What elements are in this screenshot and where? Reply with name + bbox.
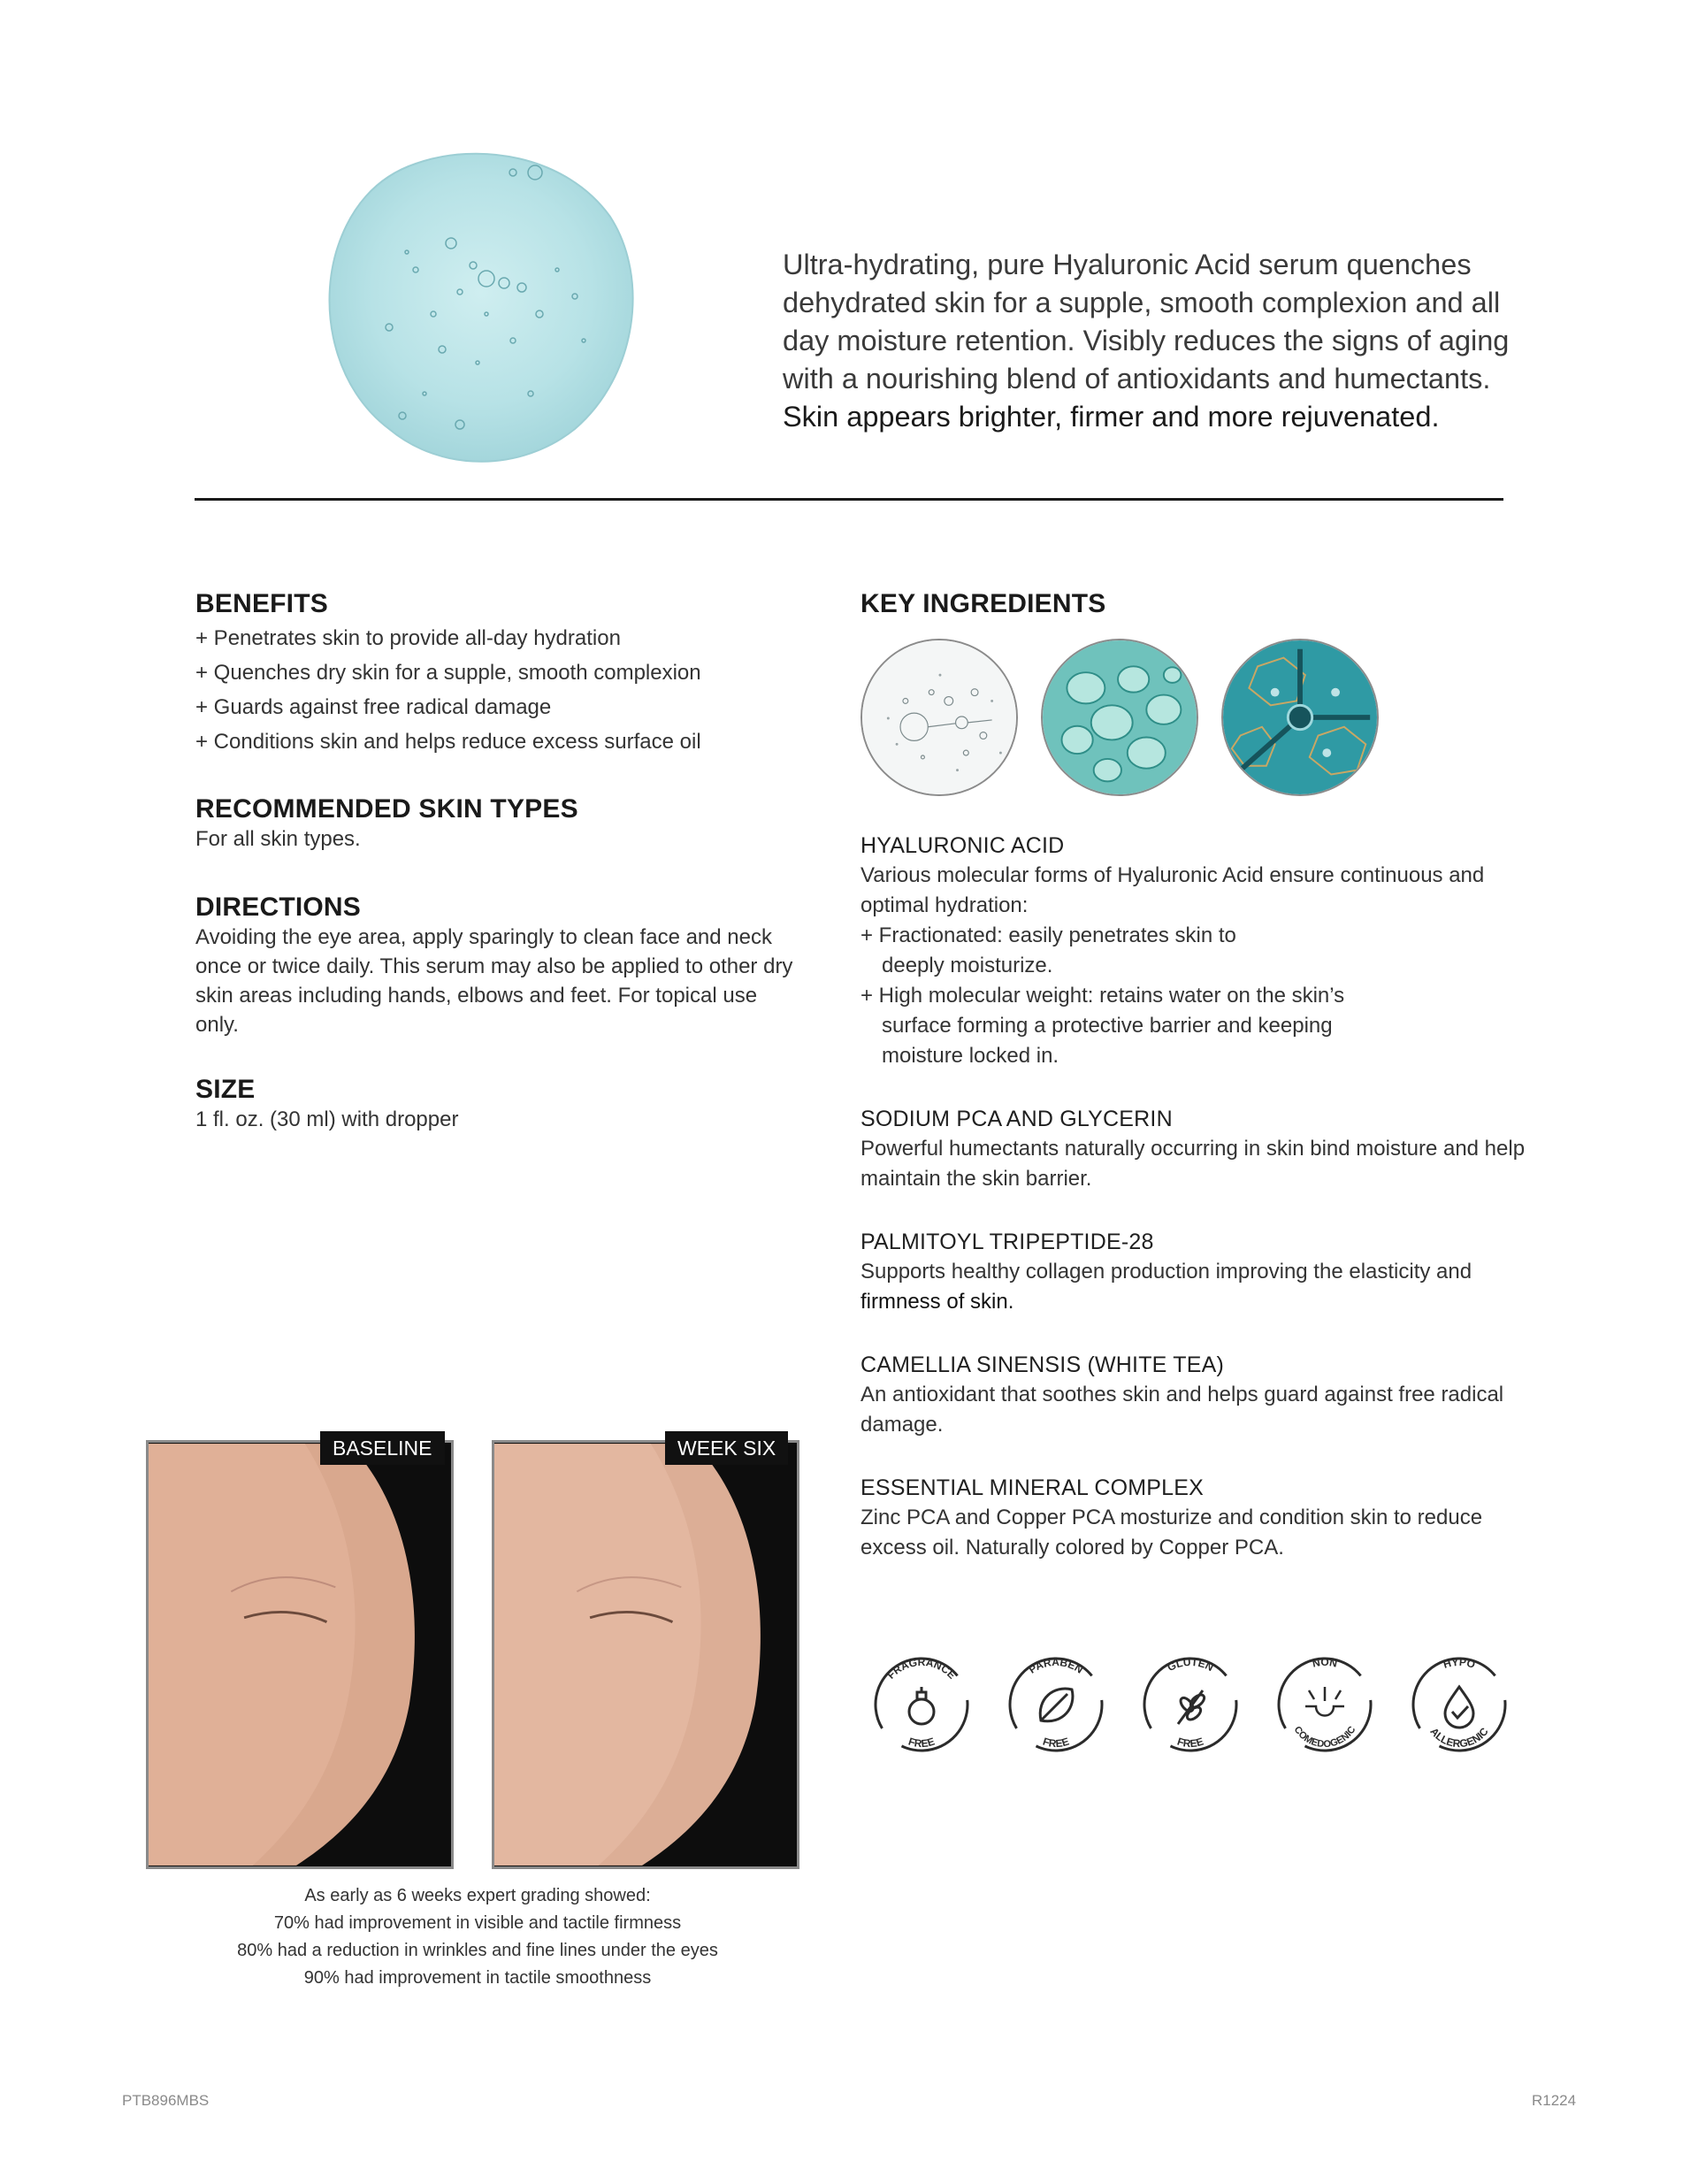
badge-top-text: NON — [1311, 1656, 1339, 1670]
ingredient-images — [860, 639, 1533, 796]
badge-bottom-text: ALLERGENIC — [1427, 1725, 1491, 1751]
badge-top-text: FRAGRANCE — [884, 1656, 959, 1682]
wheat-icon — [1178, 1690, 1206, 1724]
fragrance-free-badge — [867, 1650, 976, 1759]
right-column — [860, 589, 1533, 1563]
week-six-label: WEEK SIX — [665, 1431, 788, 1465]
svg-text:NON — [1312, 1656, 1339, 1670]
ingredient-bullet: + Fractionated: easily penetrates skin to — [860, 923, 1236, 947]
paraben-free-badge — [1001, 1650, 1111, 1759]
face-image — [149, 1443, 451, 1866]
ingredient-name: SODIUM PCA AND GLYCERIN — [860, 1107, 1173, 1131]
svg-text:GLUTEN — [1166, 1656, 1216, 1674]
ingredient-desc-end: firmness of skin. — [860, 1290, 1014, 1314]
ingredient-bullet: + High molecular weight: retains water on the skin’s — [860, 984, 1345, 1008]
left-column — [195, 589, 797, 1134]
benefit-item: + Conditions skin and helps reduce excess surface oil — [195, 730, 701, 754]
benefit-item: + Guards against free radical damage — [195, 695, 552, 719]
results-caption — [195, 1882, 761, 1992]
ingredient-sodium — [860, 1105, 1533, 1194]
benefits-heading: BENEFITS — [195, 589, 328, 618]
footer-code-left: PTB896MBS — [122, 2092, 210, 2109]
svg-text:FREE — [906, 1736, 936, 1751]
svg-text:COMEDOGENIC — [1292, 1725, 1358, 1751]
ingredient-name: CAMELLIA SINENSIS (WHITE TEA) — [860, 1353, 1224, 1377]
product-badges — [867, 1650, 1514, 1759]
ingredient-name: PALMITOYL TRIPEPTIDE-28 — [860, 1230, 1154, 1254]
ingredient-name: ESSENTIAL MINERAL COMPLEX — [860, 1475, 1204, 1500]
badge-bottom-text: FREE — [1175, 1735, 1205, 1751]
intro-highlight: Skin appears brighter, firmer and more rejuvenated. — [783, 401, 1440, 433]
leaf-icon — [1040, 1689, 1073, 1721]
size-heading: SIZE — [195, 1075, 256, 1104]
baseline-photo — [146, 1440, 454, 1869]
ingredient-hyaluronic — [860, 831, 1533, 1071]
week-six-photo — [492, 1440, 799, 1869]
section-divider — [195, 498, 1503, 501]
skin-types-heading: RECOMMENDED SKIN TYPES — [195, 794, 578, 824]
badge-bottom-text: FREE — [906, 1735, 937, 1751]
svg-text:FRAGRANCE — [884, 1656, 958, 1682]
ingredient-desc: Powerful humectants naturally occurring in skin bind moisture and help maintain the skin barrier. — [860, 1137, 1526, 1191]
serum-drop-image — [310, 137, 646, 473]
caption-line: 90% had improvement in tactile smoothness — [303, 1968, 652, 1988]
pore-icon — [1305, 1687, 1344, 1716]
svg-text:PARABEN — [1027, 1656, 1086, 1676]
directions-heading: DIRECTIONS — [195, 893, 362, 922]
caption-line: 70% had improvement in visible and tactile firmness — [273, 1913, 682, 1933]
skin-types-text: For all skin types. — [195, 827, 361, 851]
baseline-label: BASELINE — [320, 1431, 445, 1465]
humectant-bubbles-image — [1041, 639, 1198, 796]
caption-line: As early as 6 weeks expert grading showed: — [304, 1886, 651, 1905]
perfume-bottle-icon — [909, 1687, 934, 1724]
ingredient-desc: Zinc PCA and Copper PCA mosturize and condition skin to reduce excess oil. Naturally colored by Copper PCA. — [860, 1506, 1483, 1559]
intro-text: Ultra-hydrating, pure Hyaluronic Acid serum quenches dehydrated skin for a supple, smooth complexion and all day moisture retention. Visibly reduces the signs of aging with a nourishing blend of antioxidants and humectants. — [783, 249, 1510, 395]
drop-check-icon — [1445, 1687, 1473, 1728]
svg-text:FREE — [1041, 1736, 1070, 1751]
product-intro — [783, 246, 1543, 436]
size-text: 1 fl. oz. (30 ml) with dropper — [195, 1107, 459, 1131]
badge-top-text: HYPO — [1442, 1655, 1477, 1671]
gluten-free-badge — [1136, 1650, 1245, 1759]
ingredient-bullet-cont: surface forming a protective barrier and keeping — [882, 1014, 1333, 1038]
ingredient-bullet-cont: deeply moisturize. — [882, 954, 1053, 977]
hypoallergenic-badge — [1404, 1650, 1514, 1759]
ingredient-desc: An antioxidant that soothes skin and helps guard against free radical damage. — [860, 1383, 1504, 1437]
non-comedogenic-badge — [1270, 1650, 1380, 1759]
molecular-structure-image — [1221, 639, 1379, 796]
ingredient-palmitoyl — [860, 1228, 1533, 1317]
benefit-item: + Penetrates skin to provide all-day hydration — [195, 626, 621, 650]
ingredient-mineral — [860, 1474, 1533, 1563]
directions-text: Avoiding the eye area, apply sparingly to clean face and neck once or twice daily. This serum may also be applied to other dry skin areas including hands, elbows and feet. For topical use only. — [195, 925, 793, 1037]
ingredient-camellia — [860, 1351, 1533, 1440]
badge-top-text: GLUTEN — [1165, 1655, 1216, 1674]
key-ingredients-heading: KEY INGREDIENTS — [860, 589, 1106, 618]
badge-bottom-text: COMEDOGENIC — [1291, 1724, 1358, 1751]
svg-text:FREE — [1175, 1736, 1205, 1751]
benefit-item: + Quenches dry skin for a supple, smooth complexion — [195, 661, 701, 685]
face-image — [494, 1443, 797, 1866]
hyaluronic-molecule-image — [860, 639, 1018, 796]
ingredient-name: HYALURONIC ACID — [860, 833, 1065, 858]
badge-bottom-text: FREE — [1041, 1735, 1071, 1751]
ingredient-desc: Supports healthy collagen production improving the elasticity and — [860, 1260, 1472, 1284]
badge-top-text: PARABEN — [1026, 1655, 1086, 1676]
caption-line: 80% had a reduction in wrinkles and fine lines under the eyes — [237, 1941, 718, 1960]
ingredient-bullet-cont: moisture locked in. — [882, 1044, 1059, 1068]
benefits-list — [195, 621, 797, 759]
footer-code-right: R1224 — [1532, 2092, 1577, 2109]
ingredient-desc: Various molecular forms of Hyaluronic Acid ensure continuous and optimal hydration: — [860, 863, 1485, 917]
